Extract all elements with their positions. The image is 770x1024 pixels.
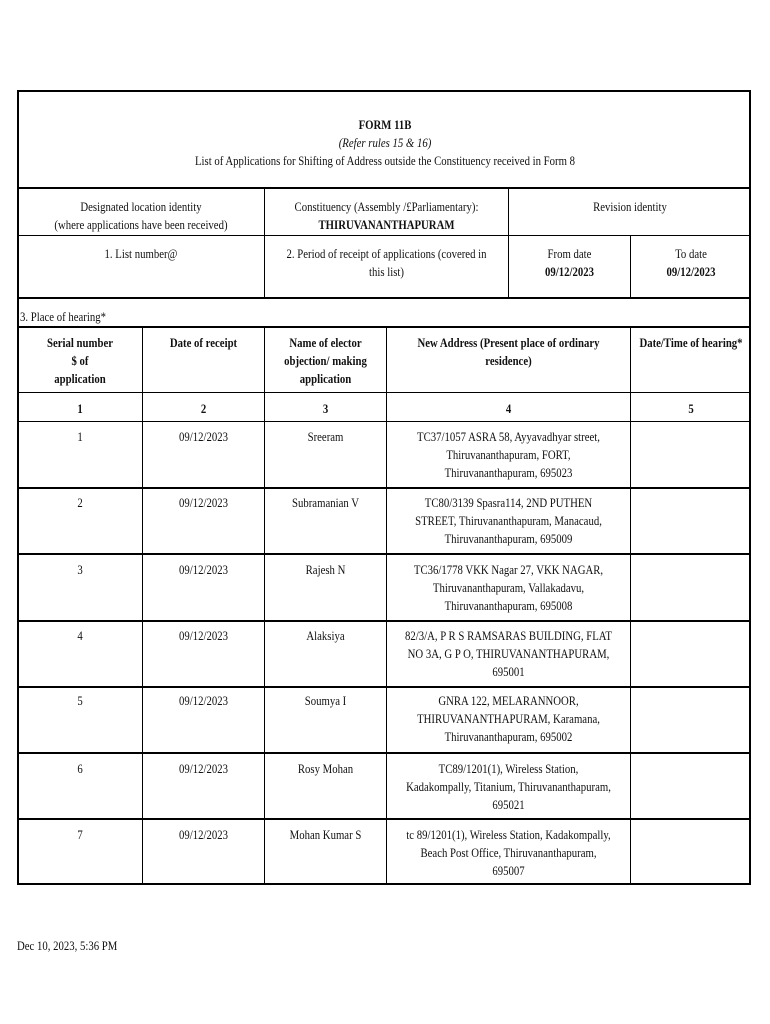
print-timestamp: Dec 10, 2023, 5:36 PM bbox=[17, 939, 118, 953]
divider bbox=[630, 235, 631, 297]
row-address: GNRA 122, MELARANNOOR, THIRUVANANTHAPURAM, Karamana, Thiruvananthapuram, 695002 bbox=[417, 694, 600, 744]
row-date: 09/12/2023 bbox=[179, 496, 228, 510]
row-serial: 6 bbox=[77, 762, 83, 776]
divider bbox=[17, 392, 751, 393]
row-address: TC37/1057 ASRA 58, Ayyavadhyar street, Thiruvananthapuram, FORT, Thiruvananthapuram, 695023 bbox=[417, 430, 600, 480]
row-divider bbox=[17, 752, 751, 754]
row-divider bbox=[17, 686, 751, 688]
col-number: 5 bbox=[688, 402, 694, 416]
divider bbox=[17, 421, 751, 422]
form-rules: (Refer rules 15 & 16) bbox=[338, 136, 432, 150]
divider bbox=[508, 187, 509, 297]
divider bbox=[264, 187, 265, 297]
from-date-label: From date bbox=[547, 247, 592, 261]
row-name: Rajesh N bbox=[305, 563, 346, 577]
row-date: 09/12/2023 bbox=[179, 563, 228, 577]
divider bbox=[17, 235, 751, 236]
row-name: Mohan Kumar S bbox=[289, 828, 362, 842]
revision-label: Revision identity bbox=[593, 200, 667, 214]
divider bbox=[17, 326, 751, 328]
column-divider bbox=[386, 326, 387, 885]
row-serial: 5 bbox=[77, 694, 83, 708]
constituency-value: THIRUVANANTHAPURAM bbox=[318, 218, 455, 232]
header-address: New Address (Present place of ordinary residence) bbox=[417, 336, 600, 368]
column-divider bbox=[630, 326, 631, 885]
row-date: 09/12/2023 bbox=[179, 694, 228, 708]
row-name: Alaksiya bbox=[306, 629, 345, 643]
header-hearing: Date/Time of hearing* bbox=[639, 336, 743, 350]
row-name: Rosy Mohan bbox=[297, 762, 354, 776]
row-name: Subramanian V bbox=[292, 496, 359, 510]
row-address: tc 89/1201(1), Wireless Station, Kadakompally, Beach Post Office, Thiruvananthapuram, 695007 bbox=[406, 828, 611, 878]
row-name: Sreeram bbox=[307, 430, 344, 444]
row-address: TC80/3139 Spasra114, 2ND PUTHEN STREET, Thiruvananthapuram, Manacaud, Thiruvananthapuram, 695009 bbox=[415, 496, 602, 546]
row-address: TC89/1201(1), Wireless Station, Kadakompally, Titanium, Thiruvananthapuram, 695021 bbox=[406, 762, 611, 812]
header-date: Date of receipt bbox=[169, 336, 238, 350]
row-date: 09/12/2023 bbox=[179, 828, 228, 842]
period-label: 2. Period of receipt of applications (covered in this list) bbox=[286, 247, 487, 279]
col-number: 2 bbox=[200, 402, 207, 416]
header-serial: Serial number $ of application bbox=[46, 336, 113, 386]
form-title: FORM 11B bbox=[358, 118, 412, 132]
row-date: 09/12/2023 bbox=[179, 430, 228, 444]
row-serial: 1 bbox=[77, 430, 83, 444]
column-divider bbox=[264, 326, 265, 885]
from-date-value: 09/12/2023 bbox=[545, 265, 594, 279]
divider bbox=[17, 187, 751, 189]
to-date-value: 09/12/2023 bbox=[666, 265, 716, 279]
row-date: 09/12/2023 bbox=[179, 762, 228, 776]
col-number: 1 bbox=[77, 402, 83, 416]
divider bbox=[17, 297, 751, 299]
designated-sublabel: (where applications have been received) bbox=[54, 218, 228, 232]
designated-label: Designated location identity bbox=[80, 200, 202, 214]
column-divider bbox=[142, 326, 143, 885]
row-serial: 4 bbox=[77, 629, 83, 643]
place-of-hearing: 3. Place of hearing* bbox=[20, 310, 106, 324]
row-address: TC36/1778 VKK Nagar 27, VKK NAGAR, Thiruvananthapuram, Vallakadavu, Thiruvananthapuram, 695008 bbox=[413, 563, 604, 613]
row-name: Soumya I bbox=[304, 694, 347, 708]
row-divider bbox=[17, 487, 751, 489]
row-divider bbox=[17, 553, 751, 555]
col-number: 4 bbox=[505, 402, 512, 416]
header-name: Name of elector objection/ making application bbox=[284, 336, 367, 386]
row-address: 82/3/A, P R S RAMSARAS BUILDING, FLAT NO 3A, G P O, THIRUVANANTHAPURAM, 695001 bbox=[405, 629, 612, 679]
to-date-label: To date bbox=[675, 247, 707, 261]
row-serial: 3 bbox=[77, 563, 83, 577]
row-serial: 2 bbox=[77, 496, 83, 510]
row-divider bbox=[17, 620, 751, 622]
row-serial: 7 bbox=[77, 828, 83, 842]
row-divider bbox=[17, 818, 751, 820]
constituency-label: Constituency (Assembly /£Parliamentary): bbox=[294, 200, 479, 214]
row-date: 09/12/2023 bbox=[179, 629, 228, 643]
list-number-label: 1. List number@ bbox=[104, 247, 178, 261]
form-description: List of Applications for Shifting of Address outside the Constituency received in Form 8 bbox=[194, 154, 576, 168]
col-number: 3 bbox=[322, 402, 329, 416]
